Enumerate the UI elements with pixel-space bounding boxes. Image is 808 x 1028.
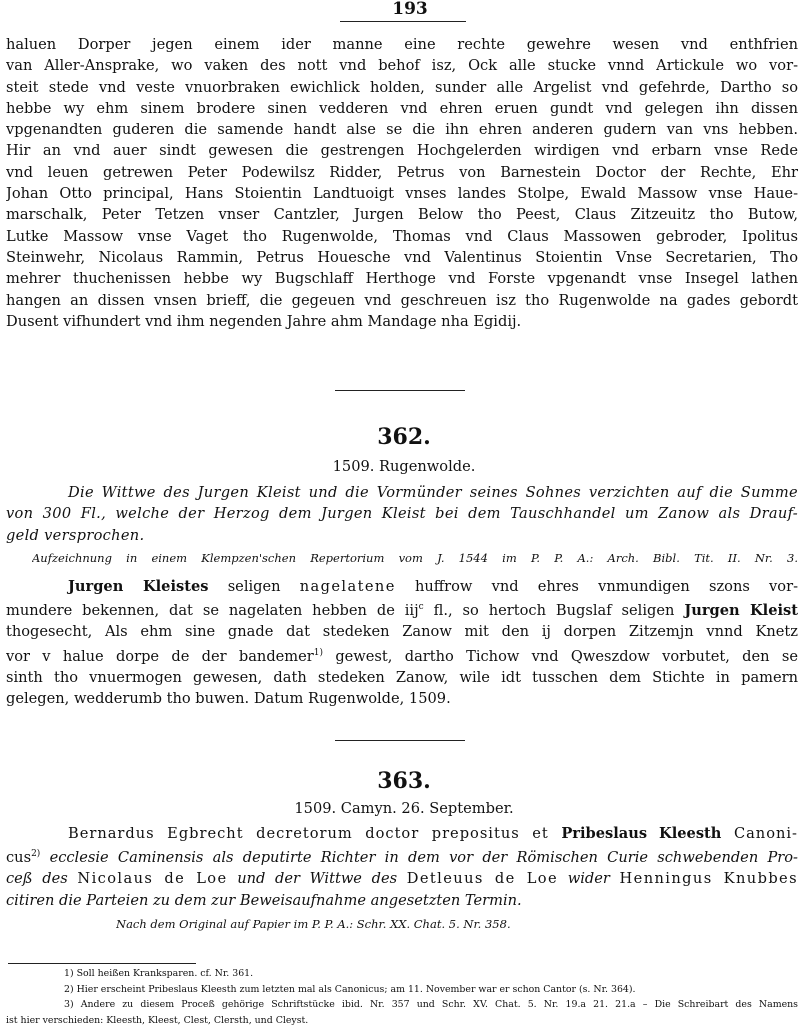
carryover-text bbox=[6, 34, 798, 332]
text-line: Hir an vnd auer sindt gewesen die gestrengen Hochgelerden wirdigen vnd erbarn vnse Rede bbox=[6, 142, 798, 160]
text-line: gelegen, wedderumb tho buwen. Datum Rugenwolde, 1509. bbox=[6, 690, 451, 708]
text-line: marschalk, Peter Tetzen vnser Cantzler, Jurgen Below tho Peest, Claus Zitzeuitz tho Butow, bbox=[6, 206, 798, 224]
text-line: vnd leuen getrewen Peter Podewilsz Ridder, Petrus von Barnestein Doctor der Rechte, Ehr bbox=[6, 163, 798, 181]
doc-363-text bbox=[6, 823, 798, 911]
footnotes bbox=[6, 966, 798, 1028]
doc-363-number: 363. bbox=[377, 768, 431, 794]
doc-363-source bbox=[6, 915, 798, 933]
summary-line: Die Wittwe des Jurgen Kleist und die Vormünder seines Sohnes verzichten auf die Summe bbox=[68, 484, 798, 501]
text-line: mehrer thuchenissen hebbe wy Bugschlaff Herthoge vnd Forste vpgenandt vnse Insegel lathen bbox=[6, 270, 798, 288]
text-line: Dusent vifhundert vnd ihm negenden Jahre ahm Mandage nha Egidij. bbox=[6, 312, 522, 330]
source-citation: Aufzeichnung in einem Klempzen'schen Repertorium vom J. 1544 im P. P. A.: Arch. Bibl. Tit. II. Nr. 3. bbox=[32, 551, 798, 565]
text-line: vor v halue dorpe de der bandemer$^{1)}$ gewest, dartho Tichow vnd Qweszdow vorbutet, den se bbox=[6, 647, 798, 665]
footnote: 3) Andere zu diesem Proceß gehörige Schriftstücke ibid. Nr. 357 und Schr. XV. Chat. 5. Nr. 19.a 21. 21.a – Die Schreibart des Namens bbox=[64, 999, 798, 1010]
header-rule bbox=[340, 21, 466, 22]
doc-362-text bbox=[6, 576, 798, 710]
summary-line: geld versprochen. bbox=[6, 526, 145, 544]
text-line: steit stede vnd veste vnuorbraken ewichlick holden, sunder alle Argelist vnd gefehrde, Dartho so bbox=[6, 78, 798, 96]
text-line: Lutke Massow vnse Vaget tho Rugenwolde, Thomas vnd Claus Massowen gebroder, Ipolitus bbox=[6, 227, 798, 245]
doc-362-summary bbox=[6, 482, 798, 546]
text-line: thogesecht, Als ehm sine gnade dat stedeken Zanow mit den ij dorpen Zitzemjn vnnd Knetz bbox=[6, 623, 798, 641]
doc-363-date-place: 1509. Camyn. 26. September. bbox=[294, 800, 514, 817]
footnote: 2) Hier erscheint Pribeslaus Kleesth zum letzten mal als Canonicus; am 11. November war er schon Cantor (s. Nr. 364). bbox=[64, 983, 636, 995]
text-line: Bernardus Egbrecht decretorum doctor prepositus et Pribeslaus Kleesth Canoni- bbox=[68, 825, 798, 842]
doc-362-source bbox=[6, 549, 798, 567]
text-line: hangen an dissen vnsen brieff, die gegeuen vnd geschreuen isz tho Rugenwolde na gades gebordt bbox=[6, 291, 798, 309]
text-line: Johan Otto principal, Hans Stoientin Landtuoigt vnses landes Stolpe, Ewald Massow vnse Haue- bbox=[6, 185, 798, 203]
text-line: hebbe wy ehm sinem brodere sinen vedderen vnd ehren eruen gundt vnd gelegen ihn dissen bbox=[6, 99, 798, 117]
text-line: mundere bekennen, dat se nagelaten hebben de iij$^c$ fl., so hertoch Bugslaf seligen Jurgen Kleist bbox=[6, 602, 798, 620]
text-line: Steinwehr, Nicolaus Rammin, Petrus Houesche vnd Valentinus Stoientin Vnse Secretarien, Tho bbox=[6, 248, 798, 266]
text-line: Jurgen Kleistes seligen nagelatene huffrow vnd ehres vnmundigen szons vor- bbox=[68, 578, 798, 595]
section-divider bbox=[335, 390, 465, 391]
text-line: citiren die Parteien zu dem zur Beweisaufnahme angesetzten Termin. bbox=[6, 891, 522, 909]
text-line: haluen Dorper jegen einem ider manne eine rechte gewehre wesen vnd enthfrien bbox=[6, 36, 798, 53]
text-line: ceß des Nicolaus de Loe und der Wittwe des Detleuus de Loe wider Henningus Knubbes bbox=[6, 870, 798, 888]
footnote: 1) Soll heißen Kranksparen. cf. Nr. 361. bbox=[64, 968, 254, 979]
footnote: ist hier verschieden: Kleesth, Kleest, Clest, Clersth, und Cleyst. bbox=[6, 1014, 309, 1026]
text-line: van Aller-Ansprake, wo vaken des nott vnd behof isz, Ock alle stucke vnnd Artickule wo vor- bbox=[6, 57, 798, 75]
summary-line: von 300 Fl., welche der Herzog dem Jurgen Kleist bei dem Tauschhandel um Zanow als Drauf- bbox=[6, 505, 798, 523]
source-citation: Nach dem Original auf Papier im P. P. A.: Schr. XX. Chat. 5. Nr. 358. bbox=[116, 917, 511, 931]
doc-362-date-place: 1509. Rugenwolde. bbox=[332, 458, 476, 475]
doc-362-number: 362. bbox=[377, 424, 431, 450]
text-line: vpgenandten guderen die samende handt alse se die ihn ehren anderen gudern van vns hebben. bbox=[6, 121, 798, 139]
footnote-rule bbox=[8, 963, 196, 964]
text-line: sinth tho vnuermogen gewesen, dath stedeken Zanow, wile idt tusschen dem Stichte in pamern bbox=[6, 668, 798, 686]
page-number: 193 bbox=[392, 0, 428, 19]
text-line: cus$^{2)}$ ecclesie Caminensis als deputirte Richter in dem vor der Römischen Curie schwebenden Pro- bbox=[6, 849, 798, 867]
section-divider bbox=[335, 740, 465, 741]
